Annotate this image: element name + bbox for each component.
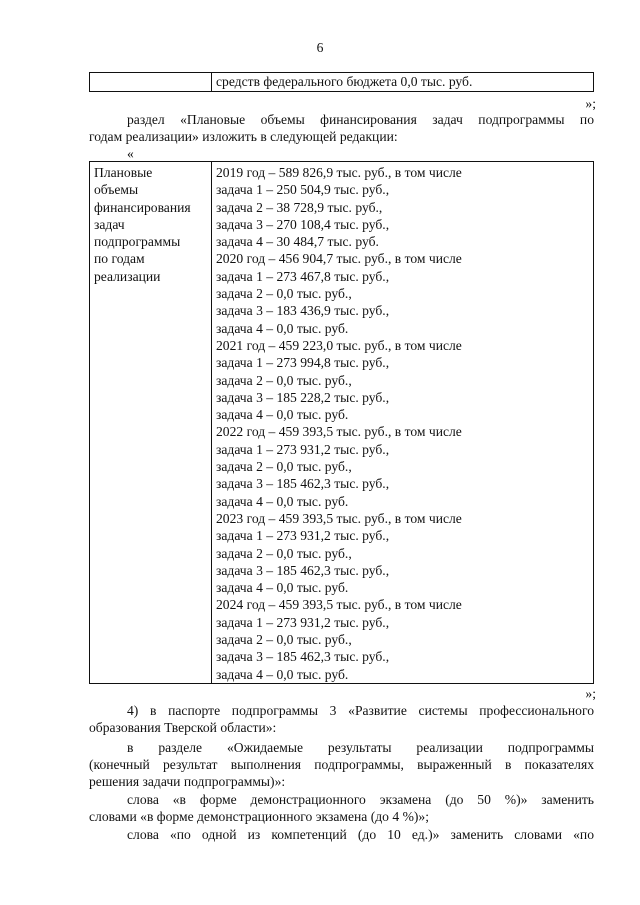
table-column-divider	[211, 162, 212, 683]
paragraph-line: (конечный результат выполнения подпрограммы, выраженный в показателях	[89, 757, 594, 772]
paragraph-line: годам реализации» изложить в следующей редакции:	[89, 129, 398, 144]
table-value-line: 2019 год – 589 826,9 тыс. руб., в том числе	[216, 165, 462, 180]
table-label-line: объемы	[94, 182, 139, 198]
table-value-line: задача 3 – 185 462,3 тыс. руб.,	[216, 649, 390, 665]
table-value-line: задача 4 – 0,0 тыс. руб.	[216, 493, 349, 509]
table-value-line: 2022 год – 459 393,5 тыс. руб., в том числе	[216, 424, 462, 440]
table-label-line: по годам	[94, 251, 145, 267]
table-value-line: задача 1 – 273 931,2 тыс. руб.,	[216, 614, 390, 630]
table-value-line: 2020 год – 456 904,7 тыс. руб., в том числе	[216, 251, 462, 267]
paragraph-line: 4) в паспорте подпрограммы 3 «Развитие системы профессионального	[127, 703, 594, 718]
table-value-line: задача 1 – 273 994,8 тыс. руб.,	[216, 355, 390, 371]
table-value-line: 2021 год – 459 223,0 тыс. руб., в том числе	[216, 337, 462, 353]
table-value-line: задача 2 – 0,0 тыс. руб.,	[216, 372, 352, 388]
table-value-line: задача 2 – 0,0 тыс. руб.,	[216, 545, 352, 561]
table-value-line: задача 4 – 0,0 тыс. руб.	[216, 407, 349, 423]
table-value-line: задача 3 – 185 228,2 тыс. руб.,	[216, 389, 390, 405]
paragraph-line: решения задачи подпрограммы)»:	[89, 774, 286, 789]
table-value-line: задача 1 – 273 931,2 тыс. руб.,	[216, 528, 390, 544]
table-value-line: задача 1 – 273 931,2 тыс. руб.,	[216, 441, 390, 457]
table-value-line: задача 3 – 185 462,3 тыс. руб.,	[216, 476, 390, 492]
table-value-cell	[216, 164, 462, 683]
table-value-line: задача 1 – 273 467,8 тыс. руб.,	[216, 268, 390, 284]
table-value-line: задача 3 – 270 108,4 тыс. руб.,	[216, 216, 390, 232]
table-value-line: задача 4 – 0,0 тыс. руб.	[216, 580, 349, 596]
table-label-line: финансирования	[94, 199, 191, 215]
paragraph-line: словами «в форме демонстрационного экзамена (до 4 %)»;	[89, 809, 429, 824]
paragraph-line: в разделе «Ожидаемые результаты реализации подпрограммы	[127, 740, 594, 755]
table-value-line: задача 3 – 183 436,9 тыс. руб.,	[216, 303, 390, 319]
table-column-divider	[211, 73, 212, 91]
top-table-fragment	[89, 72, 594, 92]
paragraph-line: слова «в форме демонстрационного экзамена (до 50 %)» заменить	[127, 792, 594, 807]
page-number: 6	[316, 40, 324, 55]
table-value-line: задача 2 – 0,0 тыс. руб.,	[216, 459, 352, 475]
opening-quote: «	[127, 146, 134, 161]
table-value-line: задача 4 – 0,0 тыс. руб.	[216, 320, 349, 336]
table-label-line: Плановые	[94, 165, 153, 180]
funding-table	[89, 161, 594, 684]
table-value-line: задача 2 – 38 728,9 тыс. руб.,	[216, 199, 383, 215]
table-value-line: задача 4 – 0,0 тыс. руб.	[216, 666, 349, 682]
table-value-line: задача 2 – 0,0 тыс. руб.,	[216, 286, 352, 302]
table-value-line: задача 2 – 0,0 тыс. руб.,	[216, 632, 352, 648]
table-label-line: реализации	[94, 268, 161, 284]
paragraph-line: раздел «Плановые объемы финансирования задач подпрограммы по	[127, 112, 594, 127]
table-value-line: 2024 год – 459 393,5 тыс. руб., в том числе	[216, 597, 462, 613]
table-value-line: 2023 год – 459 393,5 тыс. руб., в том числе	[216, 510, 462, 526]
paragraph-line: слова «по одной из компетенций (до 10 ед.)» заменить словами «по	[127, 827, 594, 842]
table-value-line: задача 4 – 30 484,7 тыс. руб.	[216, 234, 379, 250]
paragraph-line: образования Тверской области»:	[89, 720, 277, 735]
table-label-cell	[94, 164, 208, 285]
table-cell-text: средств федерального бюджета 0,0 тыс. руб.	[216, 74, 473, 89]
table-value-line: задача 3 – 185 462,3 тыс. руб.,	[216, 562, 390, 578]
closing-quote: »;	[585, 686, 596, 701]
table-label-line: подпрограммы	[94, 234, 181, 250]
closing-quote: »;	[585, 96, 596, 111]
table-label-line: задач	[94, 216, 125, 232]
table-value-line: задача 1 – 250 504,9 тыс. руб.,	[216, 182, 390, 198]
